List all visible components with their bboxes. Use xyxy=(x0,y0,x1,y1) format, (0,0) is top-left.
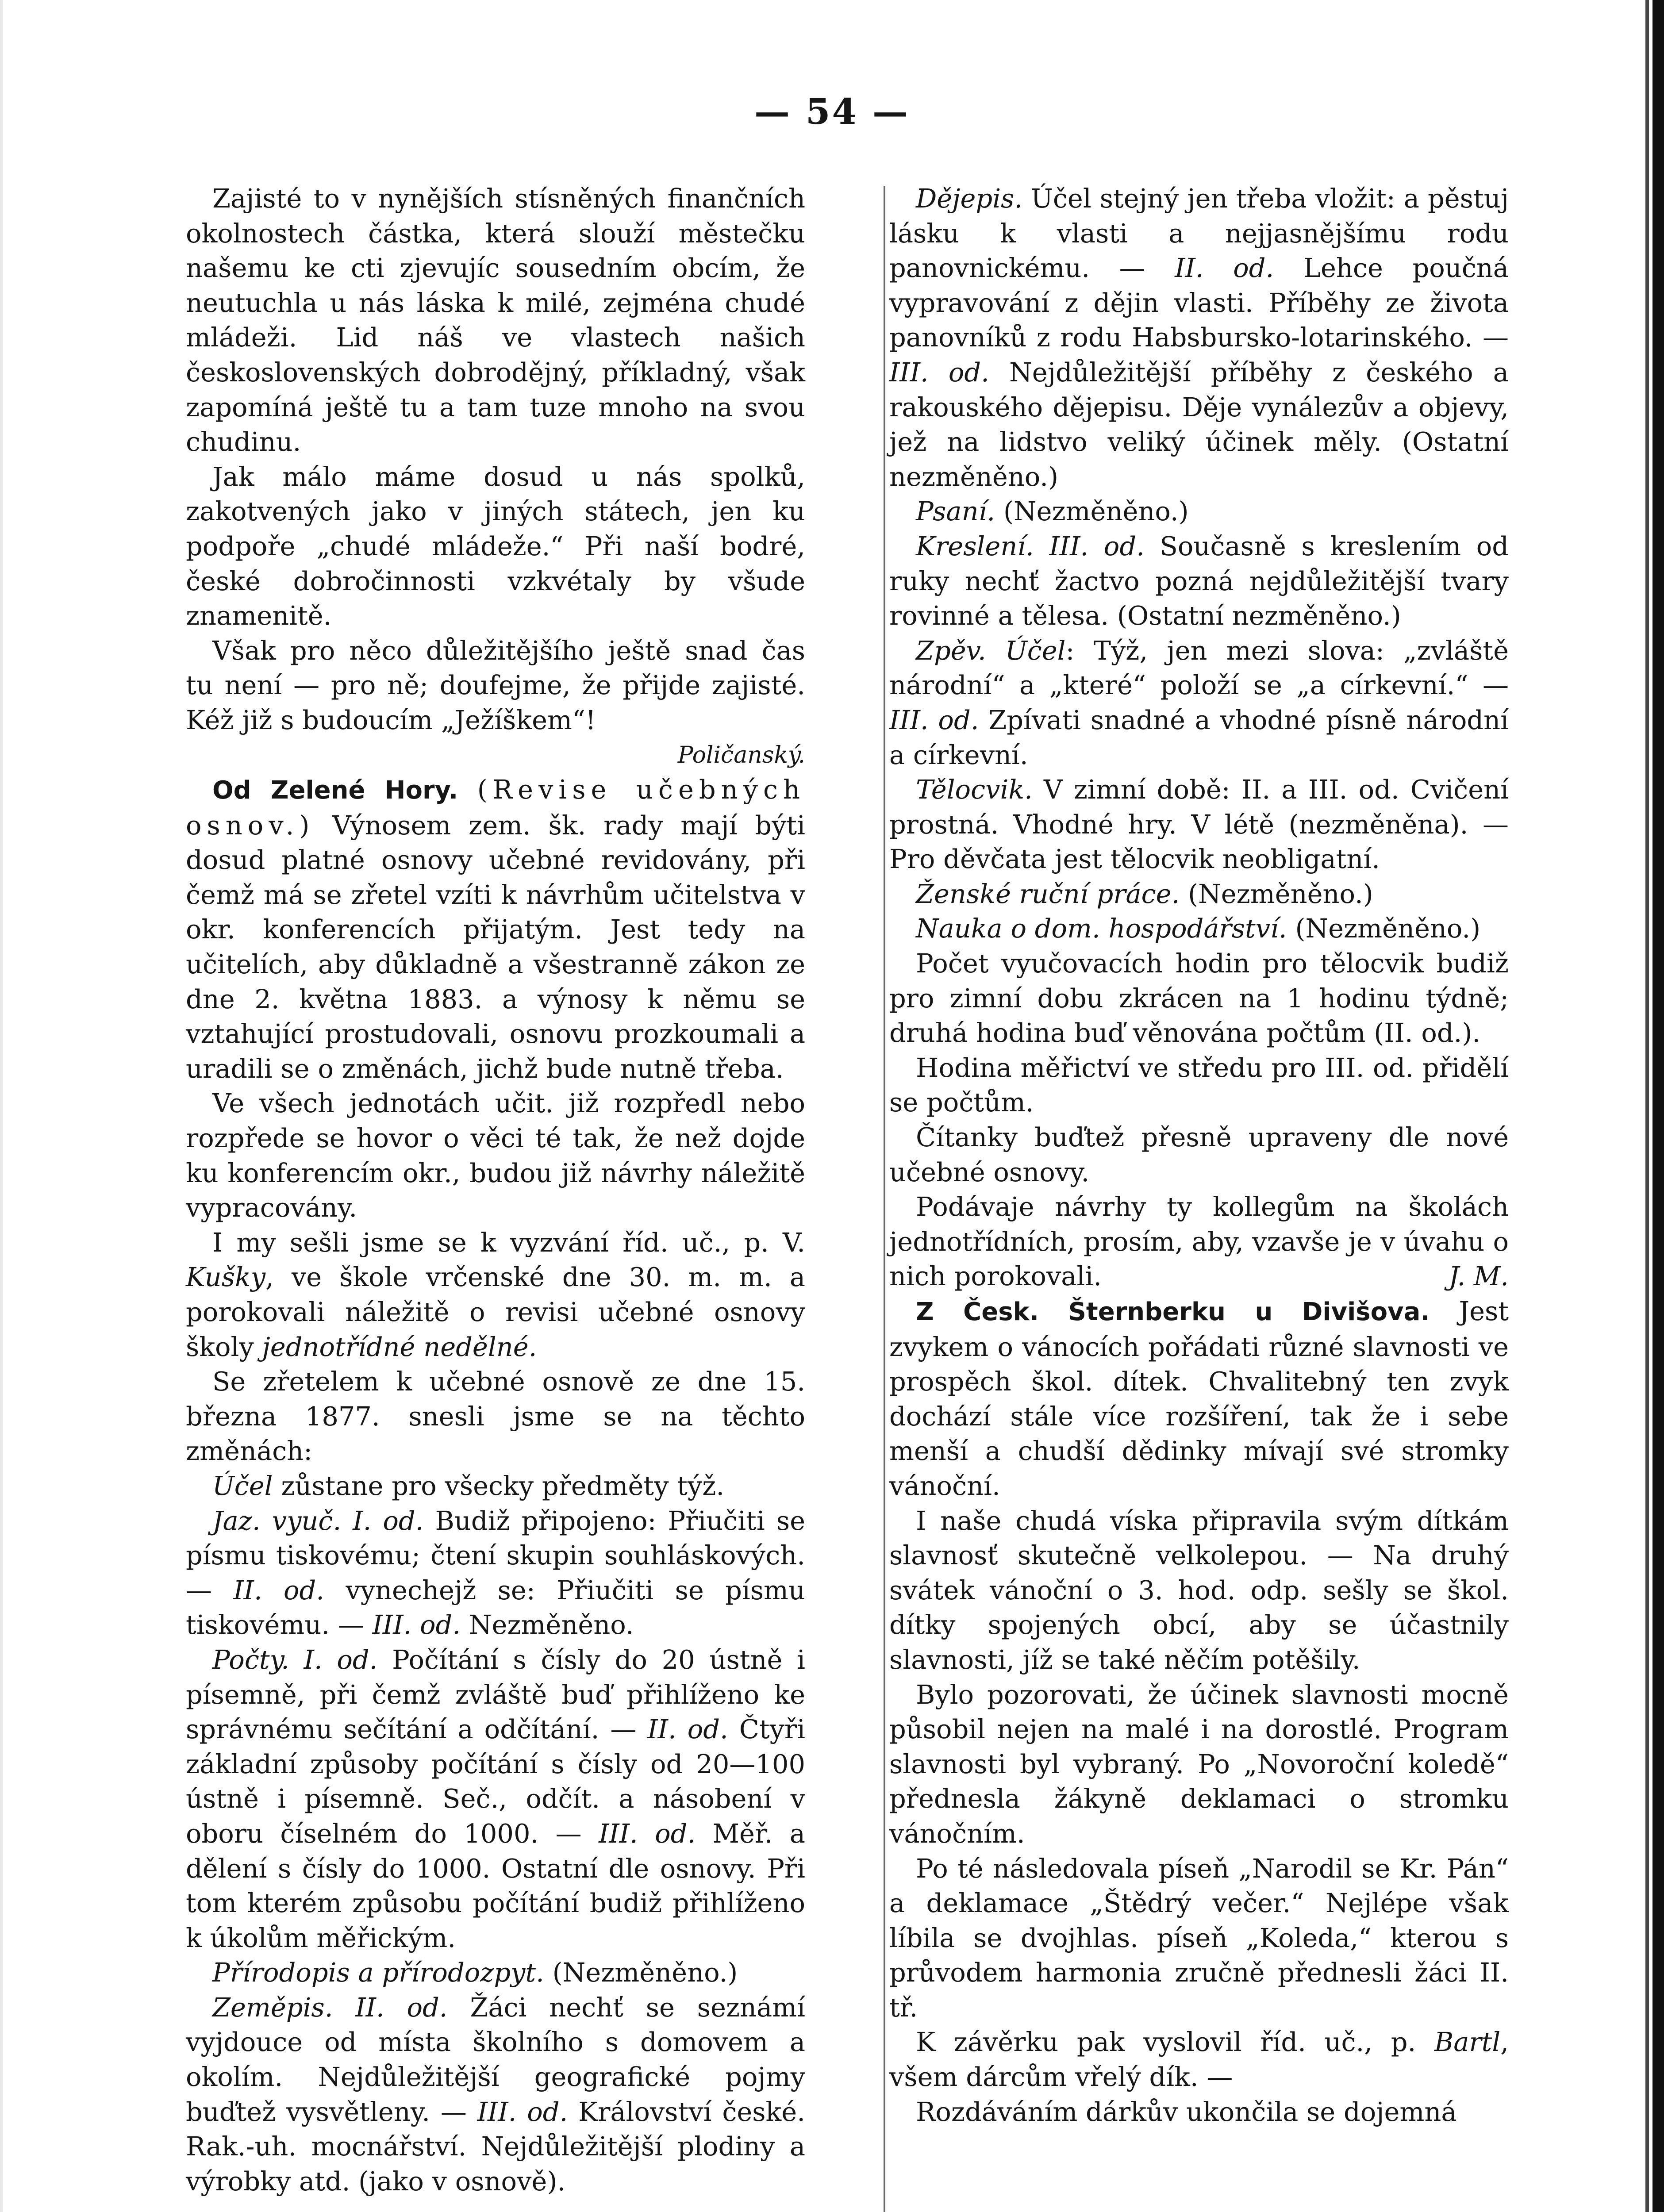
scan-right-edge xyxy=(1652,0,1664,2212)
signature: J. M. xyxy=(1449,1261,1509,1292)
paragraph: Zajisté to v nynějších stísněných finančních okolnostech částka, která slouží městečku našemu ke cti zjevujíc sousedním obcím, že neutuchla u nás láska k milé, zejména chudé mládeži. Lid náš ve vlastech našich československých dobrodějný, příkladný, však zapomíná ještě tu a tam tuze mnoho na svou chudinu. xyxy=(186,183,805,457)
subject-psani xyxy=(889,494,1509,529)
subject-text: Nezměněno. xyxy=(461,1609,634,1640)
paragraph-text: K závěrku pak vyslovil říd. uč., p. xyxy=(916,2027,1434,2058)
subject-text: zůstane pro všecky předměty týž. xyxy=(273,1470,725,1501)
subject-nauka xyxy=(889,911,1509,946)
paragraph-text: I my sešli jsme se k vyzvání říd. uč., p. V. xyxy=(212,1227,805,1258)
subject-label: Zpěv. Účel xyxy=(916,635,1066,666)
paragraph xyxy=(889,2025,1509,2094)
grade-label: III. od. xyxy=(599,1818,696,1849)
section-heading: Od Zelené Hory. xyxy=(212,776,458,805)
subject-text: Nejdůležitější příběhy z českého a rakouského dějepisu. Děje vynálezův a objevy, jež na lidstvo veliký účinek měly. (Ostatní nezměněno.) xyxy=(889,357,1509,492)
subject-label: Ženské ruční práce. xyxy=(916,878,1180,909)
grade-label: III. od. xyxy=(477,2096,568,2127)
paragraph: Čítanky buďtež přesně upraveny dle nové učebné osnovy. xyxy=(889,1122,1509,1187)
grade-label: II. od. xyxy=(233,1575,325,1605)
paragraph: I naše chudá víska připravila svým dítkám slavnosť skutečně velkolepou. — Na druhý svátek vánoční o 3. hod. odp. sešly se škol. dítky spojených obcí, aby se účastnily slavnosti, jíž se také něčím potěšily. xyxy=(889,1505,1509,1675)
subject-text: Současně s kreslením od ruky nechť žactvo pozná nejdůležitější tvary rovinné a tělesa. (Ostatní nezměněno.) xyxy=(889,530,1509,631)
subject-text: (Nezměněno.) xyxy=(544,1957,738,1988)
subject-text: Žáci nechť se seznámí vyjdouce od místa školního s domovem a okolím. Nejdůležitější geografické pojmy buďtež vysvětleny. — xyxy=(186,1992,805,2127)
paragraph: Počet vyučovacích hodin pro tělocvik budiž pro zimní dobu zkrácen na 1 hodinu týdně; druhá hodina buď věnována počtům (II. od.). xyxy=(889,948,1509,1048)
person-name: Kušky xyxy=(186,1262,266,1293)
right-column xyxy=(889,181,1509,2129)
left-column xyxy=(186,181,805,2199)
subject-ucel xyxy=(186,1469,805,1504)
school-type: jednotřídné nedělné. xyxy=(262,1331,537,1362)
page-number: — 54 — xyxy=(754,91,910,132)
section-sternberk xyxy=(889,1294,1509,1504)
column-divider xyxy=(884,186,885,2212)
subject-text: Království české. Rak.-uh. mocnářství. Nejdůležitější plodiny a výrobky atd. (jako v osnově). xyxy=(186,2096,805,2197)
subject-text: Lehce poučná vypravování z dějin vlasti. Příběhy ze života panovníků z rodu Habsbursko-lotarinského. — xyxy=(889,253,1509,353)
subject-text: (Nezměněno.) xyxy=(1287,913,1481,944)
section-heading: Z Česk. Šternberku u Divišova. xyxy=(916,1298,1430,1326)
paragraph: Rozdáváním dárkův ukončila se dojemná xyxy=(916,2096,1457,2127)
subject-text: : Týž, jen mezi slova: „zvláště národní“ a „které“ položí se „a církevní.“ — xyxy=(889,635,1509,701)
paragraph: Ve všech jednotách učit. již rozpředl nebo rozpřede se hovor o věci té tak, že než dojde ku konferencím okr., budou již návrhy náležitě vypracovány. xyxy=(186,1088,805,1223)
subject-text: Budiž připojeno: Přiučiti se písmu tiskovému; čtení skupin souhláskových. — xyxy=(186,1505,805,1605)
paragraph xyxy=(186,1225,805,1364)
grade-label: III. od. xyxy=(889,357,989,388)
subject-text: Zpívati snadné a vhodné písně národní a církevní. xyxy=(889,704,1509,770)
subject-label: Přírodopis a přírodozpyt. xyxy=(212,1957,544,1988)
paragraph-text: Jest zvykem o vánocích pořádati různé slavnosti ve prospěch škol. dítek. Chvalitebný ten zvyk dochází stále více rozšíření, tak že i sebe menší a chudší dědinky mívají své stromky vánoční. xyxy=(889,1296,1509,1501)
subject-text: Měř. a dělení s čísly do 1000. Ostatní dle osnovy. Při tom kterém způsobu počítání budiž přihlíženo k úkolům měřickým. xyxy=(186,1818,805,1953)
subject-text: (Nezměněno.) xyxy=(995,496,1189,527)
paragraph: Hodina měřictví ve středu pro III. od. přidělí se počtům. xyxy=(889,1052,1509,1118)
subject-kresleni xyxy=(889,529,1509,634)
subject-label: Nauka o dom. hospodářství. xyxy=(916,913,1287,944)
grade-label: II. od. xyxy=(1175,253,1274,284)
subject-text: vynechejž se: Přiučiti se písmu tiskovému. — xyxy=(186,1575,805,1640)
paragraph: Jak málo máme dosud u nás spolků, zakotvených jako v jiných státech, jen ku podpoře „chudé mládeže.“ Při naší bodré, české dobročinnosti vzkvétaly by všude znamenitě. xyxy=(186,461,805,631)
grade-label: III. od. xyxy=(889,704,979,735)
subject-text: V zimní době: II. a III. od. Cvičení prostná. Vhodné hry. V létě (nezměněna). — Pro děvčata jest tělocvik neobligatní. xyxy=(889,774,1509,875)
subject-prirodopis xyxy=(186,1955,805,1990)
subject-label: Zeměpis. II. od. xyxy=(212,1992,448,2023)
grade-label: II. od. xyxy=(647,1714,728,1745)
subject-label: Tělocvik. xyxy=(916,774,1033,805)
paragraph-text: , ve škole vrčenské dne 30. m. m. a porokovali náležitě o revisi učebné osnovy školy xyxy=(186,1262,805,1362)
subject-zenske-prace xyxy=(889,877,1509,912)
subject-telocvik xyxy=(889,772,1509,877)
subject-label: Dějepis. xyxy=(916,183,1023,214)
subject-text: (Nezměněno.) xyxy=(1180,878,1373,909)
subject-text: Počítání s čísly do 20 ústně i písemně, při čemž zvláště buď přihlíženo ke správnému sečítání a odčítání. — xyxy=(186,1644,805,1745)
subject-label: Psaní. xyxy=(916,496,995,527)
subject-dejepis xyxy=(889,181,1509,494)
paragraph: Se zřetelem k učebné osnově ze dne 15. března 1877. snesli jsme se na těchto změnách: xyxy=(186,1366,805,1467)
scan-binding-line xyxy=(1645,0,1649,2212)
subject-text: Čtyři základní způsoby počítání s čísly od 20—100 ústně i písemně. Seč., odčít. a násobení v oboru číselném do 1000. — xyxy=(186,1714,805,1849)
subject-label: Účel xyxy=(212,1470,273,1501)
paragraph-text: , všem dárcům vřelý dík. — xyxy=(889,2027,1509,2093)
subject-jazyk xyxy=(186,1504,805,1643)
subject-zemepis xyxy=(186,1990,805,2199)
grade-label: III. od. xyxy=(372,1609,461,1640)
paragraph-text: Výnosem zem. šk. rady mají býti dosud platné osnovy učebné revidovány, při čemž má se zřetel vzíti k návrhům učitelstva v okr. konferencích přijatým. Jest tedy na učitelích, aby důkladně a všestranně zákon ze dne 2. května 1883. a výnosy k němu se vztahující prostudovali, osnovu prozkoumali a uradili se o změnách, jichž bude nutně třeba. xyxy=(186,810,805,1084)
subject-label: Kreslení. III. od. xyxy=(916,530,1145,561)
subject-text: Účel stejný jen třeba vložit: a pěstuj lásku k vlasti a nejjasnějšímu rodu panovnickému. — xyxy=(889,183,1509,284)
subject-label: Počty. I. od. xyxy=(212,1644,378,1675)
signature: Poličanský. xyxy=(677,741,805,768)
person-name: Bartl xyxy=(1434,2027,1501,2058)
paragraph: Však pro něco důležitějšího ještě snad čas tu není — pro ně; doufejme, že přijde zajisté. Kéž již s budoucím „Ježíškem“! xyxy=(186,635,805,735)
paragraph: Po té následovala píseň „Narodil se Kr. Pán“ a deklamace „Štědrý večer.“ Nejlépe však líbila se dvojhlas. píseň „Koleda,“ kterou s průvodem harmonia zručně přednesli žáci II. tř. xyxy=(889,1853,1509,2023)
paragraph-text: Podávaje návrhy ty kollegům na školách jednotřídních, prosím, aby, vzavše je v úvahu o nich porokovali. xyxy=(889,1191,1509,1292)
section-zelene-hory xyxy=(186,772,805,1086)
scan-left-edge xyxy=(0,0,3,2212)
subject-label: Jaz. vyuč. I. od. xyxy=(212,1505,424,1536)
subject-zpev xyxy=(889,634,1509,772)
subject-pocty xyxy=(186,1643,805,1955)
section-subtitle: (Revise učebných osnov.) xyxy=(186,774,806,841)
paragraph xyxy=(889,1190,1509,1294)
paragraph: Bylo pozorovati, že účinek slavnosti mocně působil nejen na malé i na dorostlé. Program slavnosti byl vybraný. Po „Novoroční koledě“ přednesla žákyně deklamaci o stromku vánočním. xyxy=(889,1679,1509,1849)
